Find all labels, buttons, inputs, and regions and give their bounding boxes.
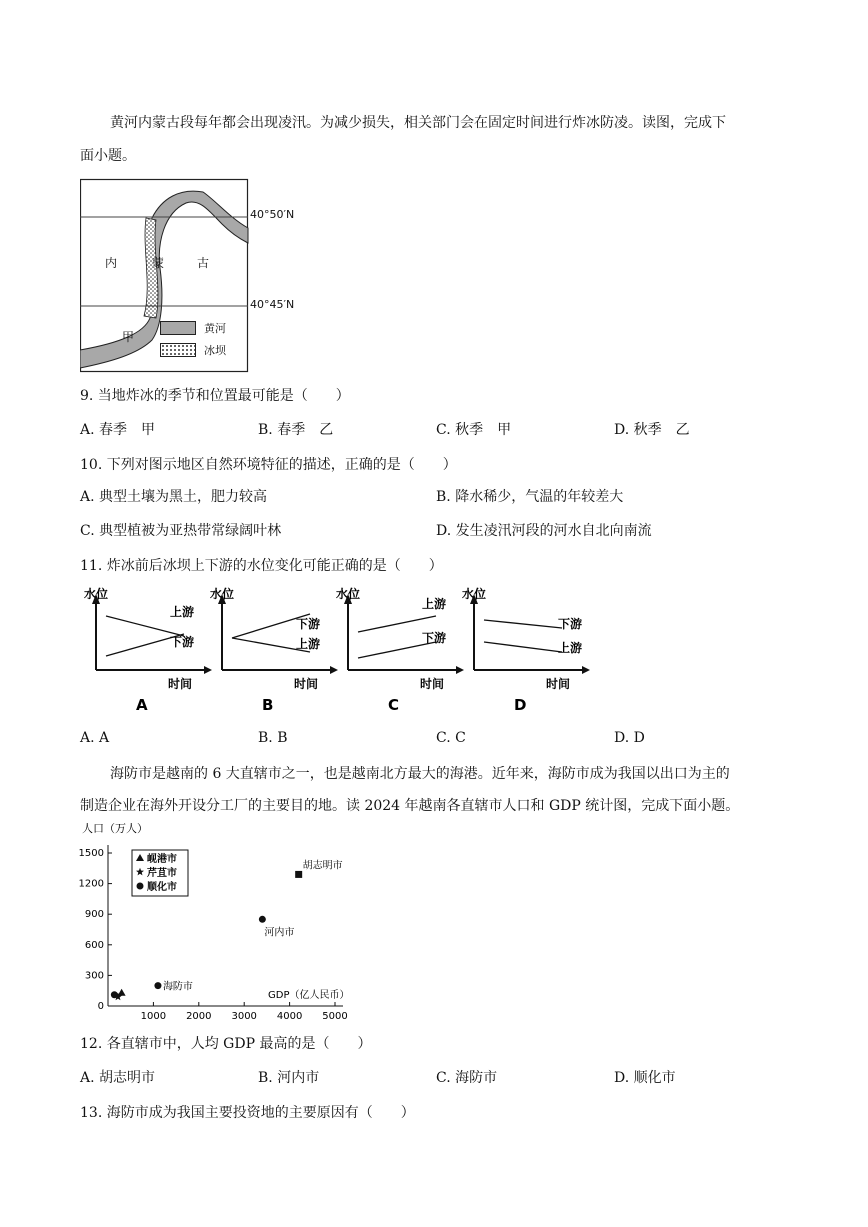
- x-axis-label: 时间: [168, 677, 193, 691]
- region-char-1: 内: [105, 256, 118, 270]
- q10-stem: 10. 下列对图示地区自然环境特征的描述，正确的是（ ）: [80, 457, 457, 473]
- x-tick-label: 3000: [231, 1011, 257, 1022]
- x-axis-label: 时间: [546, 677, 571, 691]
- level-line-1: [358, 616, 436, 632]
- level-line-1: [106, 616, 184, 636]
- y-axis-label: 水位: [210, 587, 235, 601]
- passage1-line2: 面小题。: [80, 148, 136, 164]
- y-axis-label: 水位: [84, 587, 109, 601]
- x-arrow: [582, 666, 590, 674]
- legend-river-label: 黄河: [204, 322, 226, 335]
- graph-line-label: 下游: [558, 617, 583, 631]
- level-line-1: [484, 620, 562, 628]
- q9-option-c[interactable]: C. 秋季 甲: [436, 422, 512, 438]
- data-point-4: [118, 989, 126, 996]
- y-tick-label: 1500: [78, 848, 104, 859]
- gdp-population-chart: [70, 818, 390, 1028]
- y-tick-label: 900: [84, 909, 104, 921]
- graph-line-label: 上游: [422, 597, 447, 611]
- q10-option-d[interactable]: D. 发生凌汛河段的河水自北向南流: [436, 523, 652, 539]
- point-jia: 甲: [122, 330, 135, 344]
- q11-option-d[interactable]: D. D: [614, 730, 645, 746]
- x-tick-label: 5000: [322, 1011, 348, 1022]
- q13-stem: 13. 海防市成为我国主要投资地的主要原因有（ ）: [80, 1105, 415, 1121]
- graph-line-label: 上游: [170, 605, 195, 619]
- q11-stem: 11. 炸冰前后冰坝上下游的水位变化可能正确的是（ ）: [80, 558, 443, 574]
- q10-option-c[interactable]: C. 典型植被为亚热带常绿阔叶林: [80, 523, 282, 539]
- legend-river-swatch: [160, 321, 196, 335]
- q10-option-b[interactable]: B. 降水稀少，气温的年较差大: [436, 489, 624, 505]
- q10-option-a[interactable]: A. 典型土壤为黑土，肥力较高: [80, 489, 268, 505]
- y-tick-label: 300: [84, 970, 104, 982]
- q11-option-c[interactable]: C. C: [436, 730, 466, 746]
- lat-label-top: 40°50′N: [250, 208, 295, 221]
- x-tick-label: 4000: [276, 1011, 303, 1022]
- svg-text:顺化市: 顺化市: [147, 882, 177, 893]
- y-axis-label: 水位: [336, 587, 361, 601]
- x-axis-label: 时间: [420, 677, 445, 691]
- q12-option-b[interactable]: B. 河内市: [258, 1070, 320, 1086]
- lat-label-bottom: 40°45′N: [250, 298, 295, 311]
- q12-stem: 12. 各直辖市中，人均 GDP 最高的是（ ）: [80, 1036, 372, 1052]
- legend-dam-swatch: [160, 343, 196, 357]
- chart-y-label: 人口（万人）: [82, 822, 148, 835]
- q11-option-b[interactable]: B. B: [258, 730, 288, 746]
- graph-line-label: 上游: [296, 637, 321, 651]
- water-level-graph-c: [336, 586, 466, 716]
- y-tick-label: 0: [97, 1001, 104, 1012]
- data-point-1: [295, 871, 302, 878]
- x-axis-label: 时间: [294, 677, 319, 691]
- passage2-line2: 制造企业在海外开设分工厂的主要目的地。读 2024 年越南各直辖市人口和 GDP 统计图，完成下面小题。: [80, 798, 740, 814]
- data-point-3: [154, 982, 161, 989]
- water-level-graph-d: [462, 586, 592, 716]
- graph-line-label: 上游: [558, 641, 583, 655]
- region-char-2: 蒙: [152, 256, 165, 270]
- graph-line-label: 下游: [422, 631, 447, 645]
- water-level-graph-b: [210, 586, 340, 716]
- q11-option-a[interactable]: A. A: [80, 730, 110, 746]
- region-char-3: 古: [197, 256, 210, 270]
- graph-line-label: 下游: [296, 617, 321, 631]
- chart-x-label: GDP（亿人民币）: [268, 990, 350, 1001]
- q12-option-c[interactable]: C. 海防市: [436, 1070, 498, 1086]
- legend-dam-label: 冰坝: [204, 344, 226, 357]
- q9-option-b[interactable]: B. 春季 乙: [258, 422, 334, 438]
- point-label: 胡志明市: [302, 860, 343, 872]
- graph-letter: A: [136, 696, 148, 714]
- point-label: 河内市: [264, 927, 295, 939]
- point-label: 海防市: [162, 981, 193, 993]
- chart-legend: [132, 850, 188, 896]
- water-level-graph-a: [84, 586, 214, 716]
- q9-stem: 9. 当地炸冰的季节和位置最可能是（ ）: [80, 388, 350, 404]
- level-line-2: [484, 642, 562, 652]
- y-tick-label: 600: [84, 939, 104, 951]
- svg-text:岘港市: 岘港市: [147, 854, 177, 865]
- svg-text:芹苴市: 芹苴市: [147, 868, 177, 879]
- graph-letter: D: [514, 696, 527, 714]
- q12-option-d[interactable]: D. 顺化市: [614, 1070, 676, 1086]
- y-axis-label: 水位: [462, 587, 487, 601]
- data-point-6: [111, 991, 118, 998]
- data-point-2: [259, 916, 266, 923]
- river-map: [80, 178, 310, 374]
- passage1-line1: 黄河内蒙古段每年都会出现凌汛。为减少损失，相关部门会在固定时间进行炸冰防凌。读图，完成下: [110, 115, 726, 131]
- graph-letter: B: [262, 696, 274, 714]
- x-tick-label: 2000: [186, 1011, 212, 1022]
- q9-option-a[interactable]: A. 春季 甲: [80, 422, 156, 438]
- q9-option-d[interactable]: D. 秋季 乙: [614, 422, 690, 438]
- q12-option-a[interactable]: A. 胡志明市: [80, 1070, 156, 1086]
- y-tick-label: 1200: [78, 878, 104, 890]
- passage2-line1: 海防市是越南的 6 大直辖市之一，也是越南北方最大的海港。近年来，海防市成为我国以出口为主的: [110, 766, 730, 782]
- graph-letter: C: [388, 696, 400, 714]
- graph-line-label: 下游: [170, 635, 195, 649]
- x-tick-label: 1000: [140, 1011, 167, 1022]
